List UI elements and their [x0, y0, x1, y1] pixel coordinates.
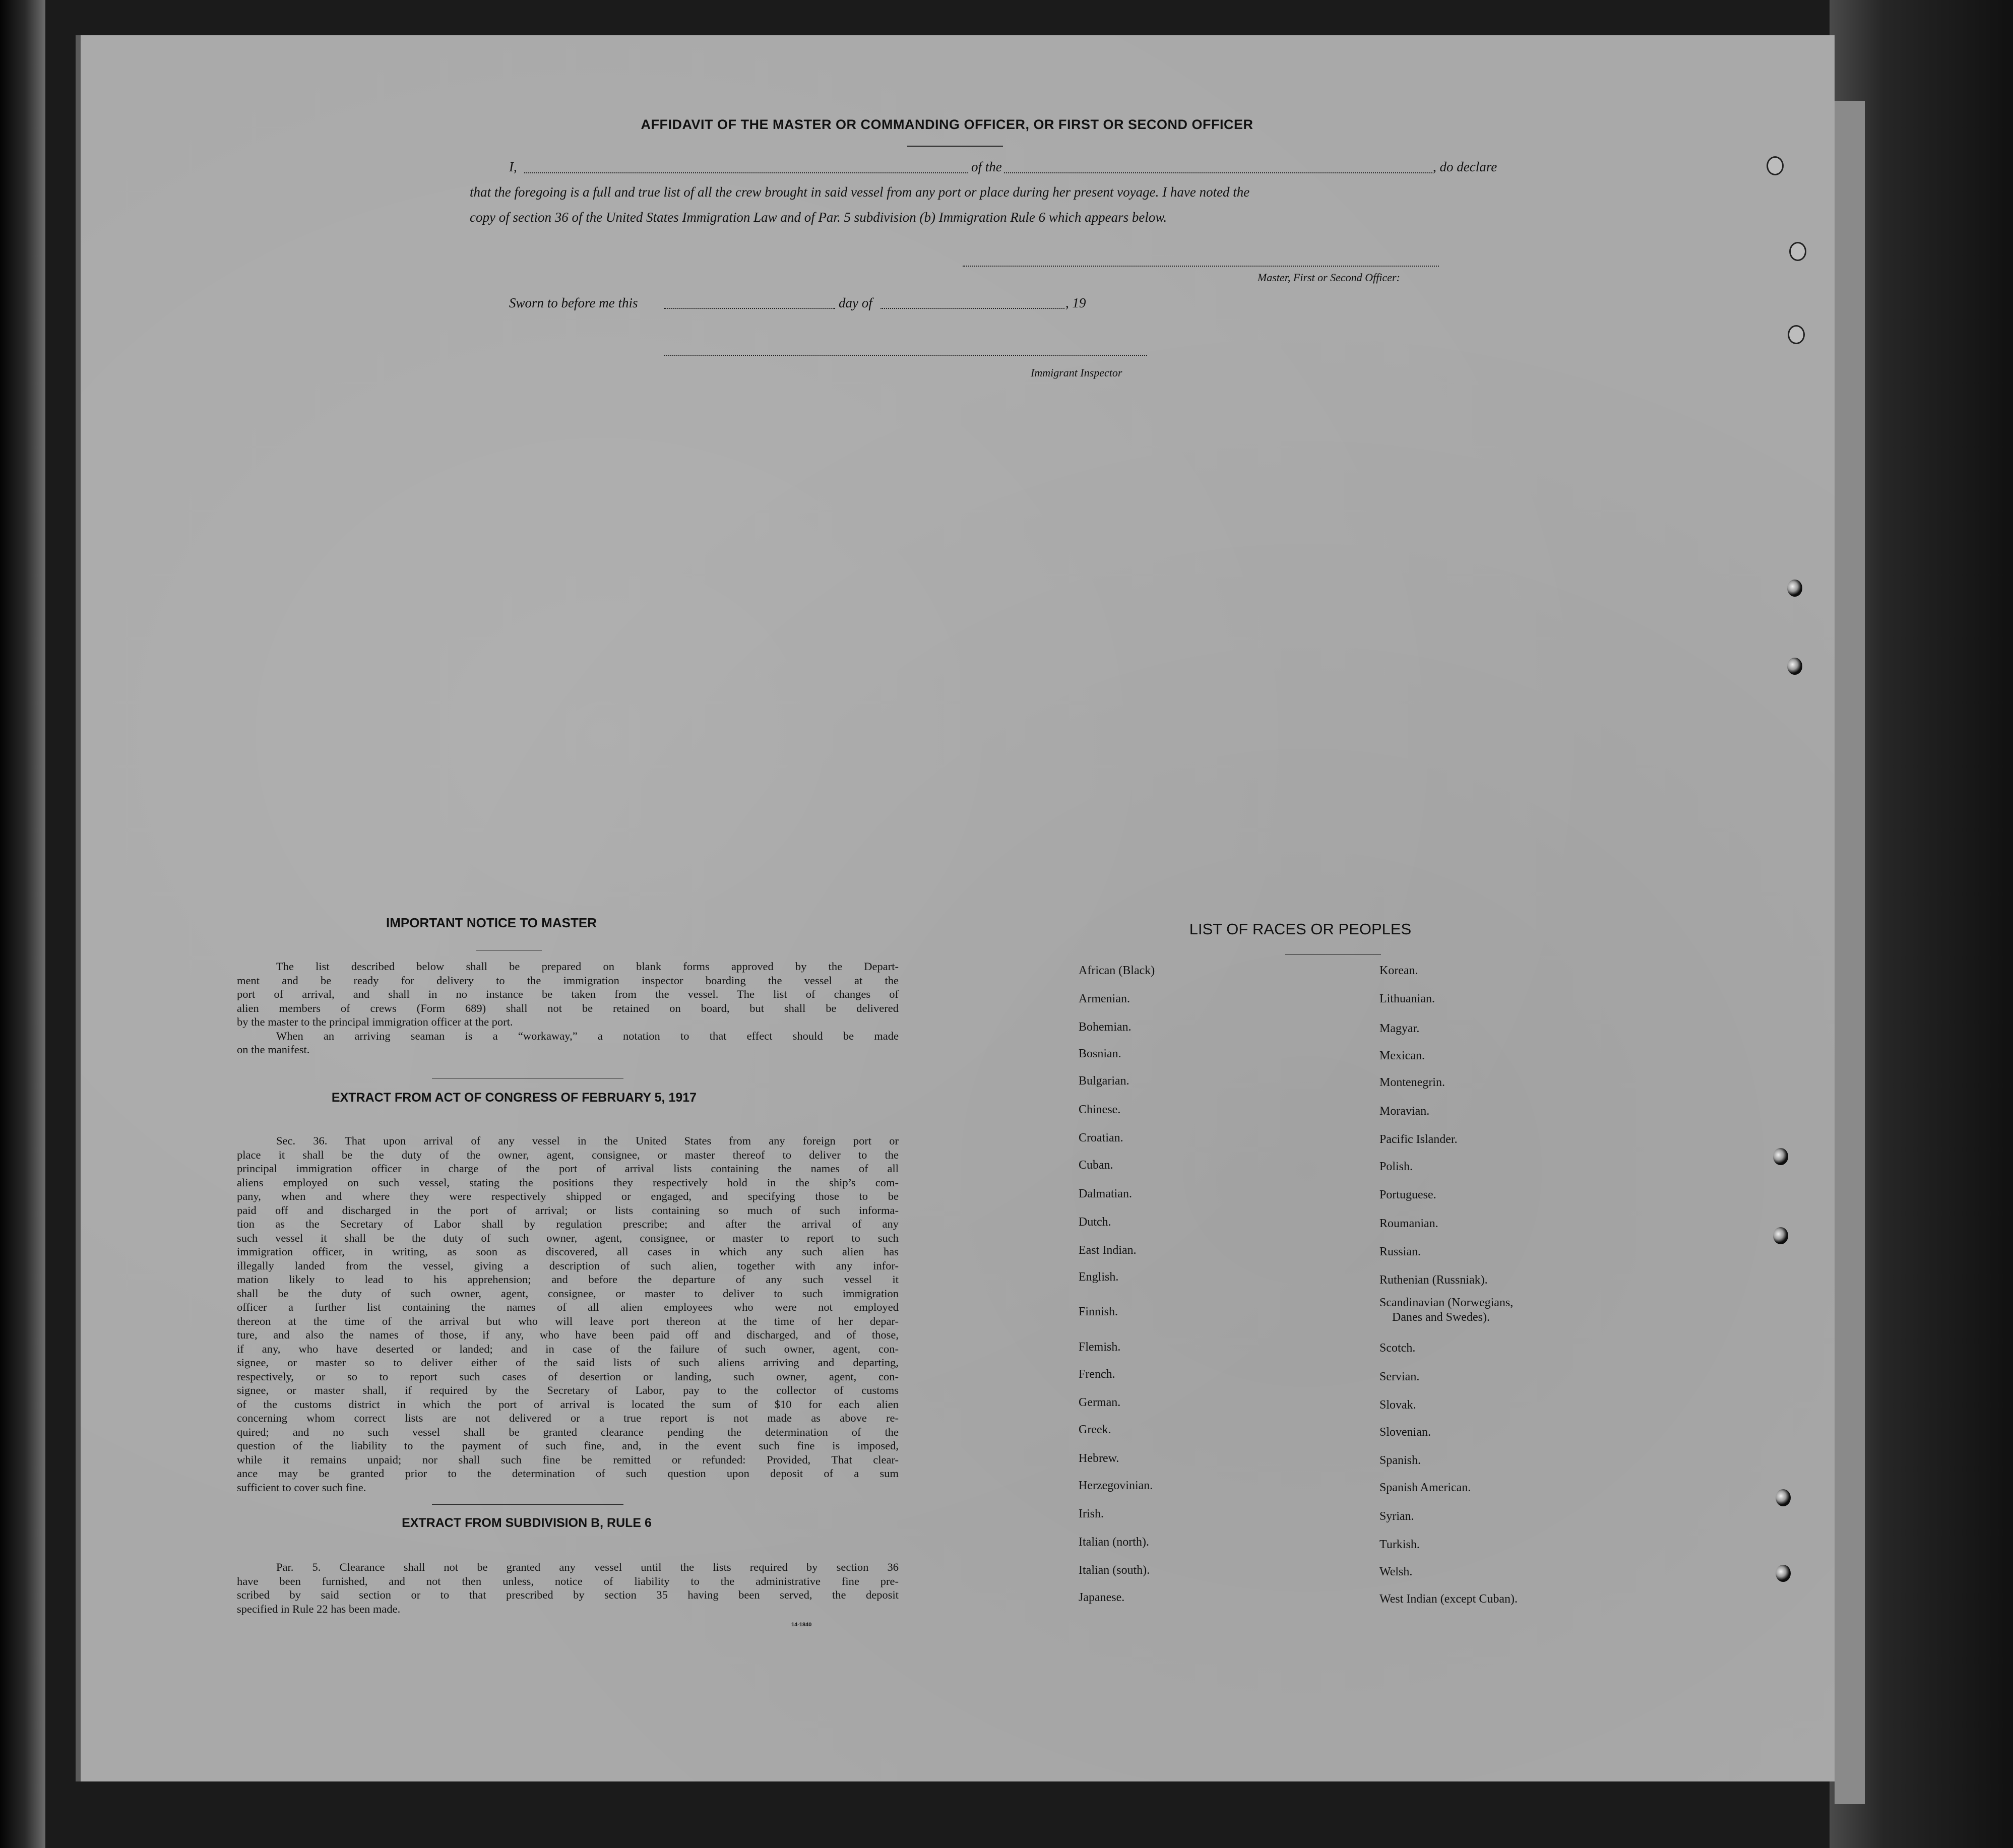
race-item: Chinese. [1079, 1103, 1121, 1116]
act-line: thereon at the time of the arrival but who will leave port thereon at the time of her depar- [237, 1314, 899, 1327]
affidavit-line-2: that the foregoing is a full and true list of all the crew brought in said vessel from any port or place during her present voyage. I have noted the [470, 184, 1250, 200]
section-divider [432, 1504, 623, 1505]
binder-hole [1789, 242, 1806, 261]
affidavit-title: AFFIDAVIT OF THE MASTER OR COMMANDING OFFICER, OR FIRST OR SECOND OFFICER [641, 117, 1253, 132]
races-title: LIST OF RACES OR PEOPLES [1189, 920, 1412, 938]
race-item: Montenegrin. [1379, 1076, 1445, 1089]
notice-paragraph [237, 960, 899, 1057]
race-item: Hebrew. [1079, 1452, 1119, 1465]
act-line: respectively, or so to report such cases of desertion or landing, such owner, agent, con- [237, 1370, 899, 1383]
rule-line: have been furnished, and not then unless, notice of liability to the administrative fine pre- [237, 1574, 899, 1587]
act-line: Sec. 36. That upon arrival of any vessel in the United States from any foreign port or [276, 1134, 899, 1147]
race-item: Japanese. [1079, 1591, 1125, 1604]
race-item: Ruthenian (Russniak). [1379, 1273, 1488, 1287]
sworn-day-line[interactable] [664, 308, 835, 309]
binder-hole [1767, 156, 1784, 175]
rule-line: specified in Rule 22 has been made. [237, 1602, 401, 1615]
act-line: mation likely to lead to his apprehension; and before the departure of any such vessel it [237, 1273, 899, 1286]
race-item: Bohemian. [1079, 1021, 1131, 1034]
act-line: aliens employed on such vessel, stating the positions they respectively hold in the ship’s com- [237, 1176, 899, 1189]
race-item: Russian. [1379, 1245, 1421, 1258]
document-page [76, 35, 1835, 1781]
act-line: pany, when and where they were respectively shipped or engaged, and specifying those to be [237, 1190, 899, 1202]
act-line: ture, and also the names of those, if any, who have been paid off and discharged, and of those, [237, 1328, 899, 1341]
race-item: Scandinavian (Norwegians, [1379, 1296, 1514, 1309]
day-of-label: day of [839, 295, 872, 310]
rule-extract-paragraph [237, 1560, 899, 1616]
race-item: Welsh. [1379, 1565, 1413, 1578]
notice-line: by the master to the principal immigration officer at the port. [237, 1015, 513, 1028]
act-line: officer a further list containing the names of all alien employees who were not employed [237, 1301, 899, 1313]
race-item: Greek. [1079, 1423, 1111, 1436]
race-item: English. [1079, 1270, 1119, 1284]
race-item: Dutch. [1079, 1216, 1111, 1229]
act-line: if any, who have deserted or landed; and in case of the failure of such owner, agent, con- [237, 1342, 899, 1355]
race-item: Bosnian. [1079, 1047, 1121, 1060]
race-item: Syrian. [1379, 1510, 1414, 1523]
race-item: Servian. [1379, 1370, 1420, 1383]
act-extract-paragraph [237, 1134, 899, 1494]
act-line: place it shall be the duty of the owner, agent, consignee, or master thereof to deliver to the [237, 1148, 899, 1161]
race-item: Spanish American. [1379, 1481, 1471, 1494]
notice-line: port of arrival, and shall in no instance be taken from the vessel. The list of changes of [237, 988, 899, 1000]
notice-line: alien members of crews (Form 689) shall not be retained on board, but shall be delivered [237, 1001, 899, 1014]
races-title-rule [1285, 954, 1381, 955]
race-item: Irish. [1079, 1507, 1104, 1520]
binder-hole [1776, 1489, 1791, 1506]
act-extract-title: EXTRACT FROM ACT OF CONGRESS OF FEBRUARY 5, 1917 [331, 1091, 697, 1105]
race-item: Finnish. [1079, 1305, 1118, 1318]
act-line: illegally landed from the vessel, giving a description of such alien, together with any infor- [237, 1259, 899, 1272]
race-item: Turkish. [1379, 1538, 1420, 1551]
race-item: Mexican. [1379, 1049, 1425, 1062]
act-line: while it remains unpaid; nor shall such fine be remitted or refunded: Provided, That clear- [237, 1453, 899, 1466]
do-declare-label: , do declare [1433, 159, 1497, 174]
scan-border-left [0, 0, 45, 1848]
declarant-name-line[interactable] [524, 172, 968, 173]
declarant-prefix: I, [509, 159, 517, 174]
sworn-prefix: Sworn to before me this [509, 295, 638, 310]
act-line: concerning whom correct lists are not delivered or a true report is not made as above re- [237, 1412, 899, 1424]
binder-hole [1773, 1148, 1788, 1165]
act-line: tion as the Secretary of Labor shall by regulation prescribe; and after the arrival of any [237, 1218, 899, 1230]
notice-line: The list described below shall be prepared on blank forms approved by the Depart- [276, 960, 899, 973]
act-line: principal immigration officer in charge of the port of arrival lists containing the names of all [237, 1162, 899, 1175]
act-line: ance may be granted prior to the determination of such question upon deposit of a sum [237, 1467, 899, 1480]
rule-line: Par. 5. Clearance shall not be granted any vessel until the lists required by section 36 [276, 1561, 899, 1573]
officer-signature-line[interactable] [963, 266, 1439, 267]
race-item: German. [1079, 1396, 1121, 1409]
notice-line: on the manifest. [237, 1043, 310, 1056]
binder-hole [1787, 580, 1802, 597]
form-number: 14-1840 [791, 1622, 812, 1628]
page-fold-shadow [76, 35, 81, 1781]
race-item: African (Black) [1079, 964, 1155, 977]
inspector-signature-line[interactable] [664, 355, 1147, 356]
race-item: Cuban. [1079, 1159, 1113, 1172]
race-item: Magyar. [1379, 1022, 1420, 1035]
race-item: Spanish. [1379, 1454, 1421, 1467]
race-item: Roumanian. [1379, 1217, 1438, 1230]
race-item: Armenian. [1079, 992, 1130, 1005]
act-line: such vessel it shall be the duty of such owner, agent, consignee, or master to report to such [237, 1231, 899, 1244]
binder-hole [1776, 1565, 1791, 1582]
race-item: Lithuanian. [1379, 992, 1435, 1005]
act-line: signee, or master so to deliver either of the said lists of such aliens arriving and departing, [237, 1356, 899, 1369]
act-line: question of the liability to the payment of such fine, and, in the event such fine is imposed, [237, 1439, 899, 1452]
race-item: Flemish. [1079, 1341, 1121, 1354]
rule-line: scribed by said section or to that prescribed by section 35 having been served, the deposit [237, 1588, 899, 1601]
race-item: French. [1079, 1368, 1115, 1381]
year-prefix: , 19 [1065, 295, 1086, 310]
race-item: Slovenian. [1379, 1426, 1431, 1439]
race-item: Scotch. [1379, 1342, 1416, 1355]
sworn-month-line[interactable] [880, 308, 1064, 309]
act-line: quired; and no such vessel shall be granted clearance pending the determination of the [237, 1425, 899, 1438]
underlying-page-edge [1835, 101, 1865, 1804]
race-item: Korean. [1379, 964, 1418, 977]
inspector-caption: Immigrant Inspector [1031, 366, 1122, 379]
vessel-name-line[interactable] [1004, 172, 1432, 173]
officer-caption: Master, First or Second Officer: [1257, 271, 1400, 284]
race-item: Croatian. [1079, 1131, 1123, 1144]
race-item: Herzegovinian. [1079, 1479, 1153, 1492]
race-item: Italian (south). [1079, 1564, 1150, 1577]
race-item: Italian (north). [1079, 1536, 1149, 1549]
act-line: of the customs district in which the port of arrival is located the sum of $10 for each alien [237, 1397, 899, 1411]
race-item: Moravian. [1379, 1105, 1430, 1118]
race-item: Dalmatian. [1079, 1187, 1132, 1200]
act-line: signee, or master shall, if required by the Secretary of Labor, pay to the collector of customs [237, 1384, 899, 1396]
affidavit-line-3: copy of section 36 of the United States Immigration Law and of Par. 5 subdivision (b) Immigration Rule 6 which appears below. [470, 210, 1167, 225]
title-underline [907, 146, 1003, 147]
race-item: Pacific Islander. [1379, 1133, 1458, 1146]
race-item: Portuguese. [1379, 1188, 1436, 1201]
race-item: Slovak. [1379, 1398, 1416, 1412]
race-item: East Indian. [1079, 1244, 1137, 1257]
notice-line: ment and be ready for delivery to the immigration inspector boarding the vessel at the [237, 974, 899, 987]
of-the-label: of the [971, 159, 1002, 174]
binder-hole [1788, 325, 1805, 344]
race-item: Danes and Swedes). [1392, 1311, 1490, 1324]
notice-title: IMPORTANT NOTICE TO MASTER [386, 915, 597, 930]
rule-extract-title: EXTRACT FROM SUBDIVISION B, RULE 6 [402, 1516, 652, 1530]
notice-line: When an arriving seaman is a “workaway,” a notation to that effect should be made [276, 1029, 899, 1042]
act-line: paid off and discharged in the port of arrival; or lists containing so much of such informa- [237, 1203, 899, 1217]
act-line: immigration officer, in writing, as soon as discovered, all cases in which any such alien has [237, 1245, 899, 1258]
act-line: sufficient to cover such fine. [237, 1481, 366, 1494]
binder-hole [1773, 1227, 1788, 1244]
act-line: shall be the duty of such owner, agent, consignee, or master to deliver to such immigration [237, 1287, 899, 1300]
binder-hole [1787, 658, 1802, 675]
race-item: West Indian (except Cuban). [1379, 1592, 1518, 1606]
race-item: Bulgarian. [1079, 1074, 1129, 1088]
race-item: Polish. [1379, 1160, 1413, 1173]
